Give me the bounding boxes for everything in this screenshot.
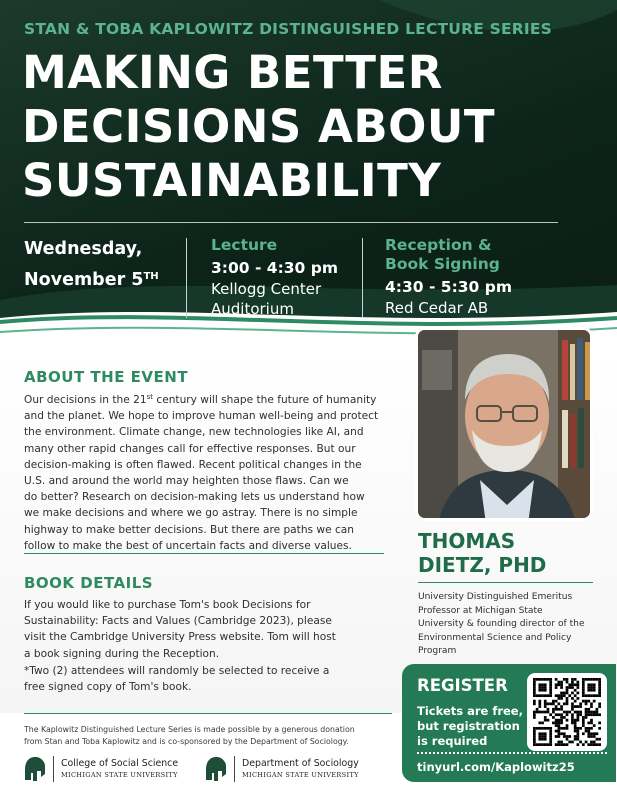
lecture-label: Lecture [211, 236, 278, 254]
event-date-month-day: November 5 [24, 270, 144, 290]
register-title: REGISTER [417, 676, 508, 695]
register-text [417, 704, 525, 749]
about-line: highway to make better decisions. But there are paths we can [24, 523, 355, 536]
reception-label-line: Book Signing [385, 255, 500, 273]
about-line: the environment. Climate change, new technologies like AI, and [24, 426, 364, 439]
lecture-series-name: STAN & TOBA KAPLOWITZ DISTINGUISHED LECTURE SERIES [24, 20, 553, 38]
spartan-helmet-icon [24, 756, 46, 782]
speaker-divider [418, 582, 593, 583]
speaker-bio-line: University & founding director of the [418, 619, 585, 629]
book-note-line: *Two (2) attendees will randomly be selected to receive a [24, 665, 330, 677]
book-note-line: free signed copy of Tom's book. [24, 681, 192, 694]
book-note [24, 663, 394, 695]
logo-divider [53, 756, 54, 782]
vertical-divider [362, 238, 363, 318]
event-title-line: DECISIONS ABOUT [22, 100, 496, 153]
speaker-name-line: THOMAS [418, 529, 516, 553]
reception-place: Red Cedar AB [385, 299, 489, 317]
about-heading: ABOUT THE EVENT [24, 368, 189, 386]
about-line: follow to make the best of uncertain facts and diverse values. [24, 539, 352, 552]
footer-divider [24, 713, 392, 714]
about-line: U.S. and around the world may heighten those flaws. Can we [24, 475, 349, 488]
about-line: and the planet. We hope to improve human well-being and protect [24, 410, 379, 423]
lecture-place-line: Kellogg Center [211, 280, 322, 298]
sponsor-note [24, 724, 394, 747]
section-divider [24, 553, 384, 554]
speaker-name-line: DIETZ, PHD [418, 553, 547, 577]
speaker-photo-illustration [418, 330, 593, 521]
event-title-line: SUSTAINABILITY [22, 154, 442, 207]
event-date-suffix: TH [143, 271, 159, 282]
department-logo-text [242, 758, 359, 780]
event-date-weekday: Wednesday, [24, 239, 143, 259]
speaker-bio-line: University Distinguished Emeritus [418, 592, 573, 602]
sponsor-line: The Kaplowitz Distinguished Lecture Series is made possible by a generous donation [24, 725, 355, 734]
header-divider [24, 222, 558, 223]
book-line: a book signing during the Reception. [24, 647, 220, 660]
speaker-bio [418, 591, 608, 659]
book-line: If you would like to purchase Tom's book Decisions for [24, 599, 311, 611]
lecture-time: 3:00 - 4:30 pm [211, 259, 338, 277]
register-panel [402, 664, 616, 782]
about-line: decision-making is often flawed. Recent political changes in the [24, 458, 362, 471]
reception-label-line: Reception & [385, 236, 492, 254]
book-line: Sustainability: Facts and Values (Cambridge 2023), please [24, 615, 332, 628]
about-line-sup: st [146, 393, 153, 401]
about-line [24, 389, 394, 408]
speaker-name [418, 529, 546, 577]
sponsor-line: from Stan and Toba Kaplowitz and is co-sponsored by the Department of Sociology. [24, 736, 349, 746]
about-line-part: century will shape the future of humanity [153, 394, 377, 406]
about-line: many other rapid changes call for effective responses. But our [24, 442, 356, 455]
logo-divider [234, 756, 235, 782]
college-logo-text [61, 758, 178, 780]
qr-code-graphic [532, 678, 602, 746]
register-dotted-divider [417, 752, 607, 754]
register-text-line: is required [417, 734, 488, 748]
event-title-line: MAKING BETTER [22, 46, 443, 99]
reception-info [385, 236, 512, 318]
department-logo [205, 756, 359, 782]
speaker-bio-line: Professor at Michigan State [418, 605, 543, 616]
speaker-portrait [415, 327, 593, 521]
spartan-helmet-icon [205, 756, 227, 782]
department-name: Department of Sociology [242, 758, 359, 769]
university-name: MICHIGAN STATE UNIVERSITY [61, 771, 178, 779]
college-name: College of Social Science [61, 758, 179, 769]
speaker-bio-line: Program [418, 646, 457, 656]
reception-time: 4:30 - 5:30 pm [385, 278, 512, 296]
event-title [22, 46, 592, 208]
header-banner [0, 0, 617, 348]
book-heading: BOOK DETAILS [24, 574, 154, 592]
lecture-info [211, 236, 338, 319]
vertical-divider [186, 238, 187, 318]
speaker-bio-line: Environmental Science and Policy [418, 632, 572, 643]
about-line: we make decisions and where we go astray. There is no simple [24, 507, 358, 520]
about-line-part: Our decisions in the 21 [24, 394, 147, 406]
register-text-line: Tickets are free, [417, 704, 523, 718]
register-link[interactable]: tinyurl.com/Kaplowitz25 [417, 760, 575, 774]
about-line: do better? Research on decision-making lets us understand how [24, 491, 365, 504]
about-body [24, 389, 394, 554]
event-date [24, 236, 184, 294]
register-text-line: but registration [417, 719, 520, 733]
event-date-day [24, 263, 184, 294]
college-logo [24, 756, 178, 782]
book-line: visit the Cambridge University Press website. Tom will host [24, 631, 336, 644]
book-body [24, 597, 394, 662]
lecture-place-line: Auditorium [211, 300, 294, 318]
university-name: MICHIGAN STATE UNIVERSITY [242, 771, 359, 779]
qr-code[interactable] [527, 673, 607, 751]
